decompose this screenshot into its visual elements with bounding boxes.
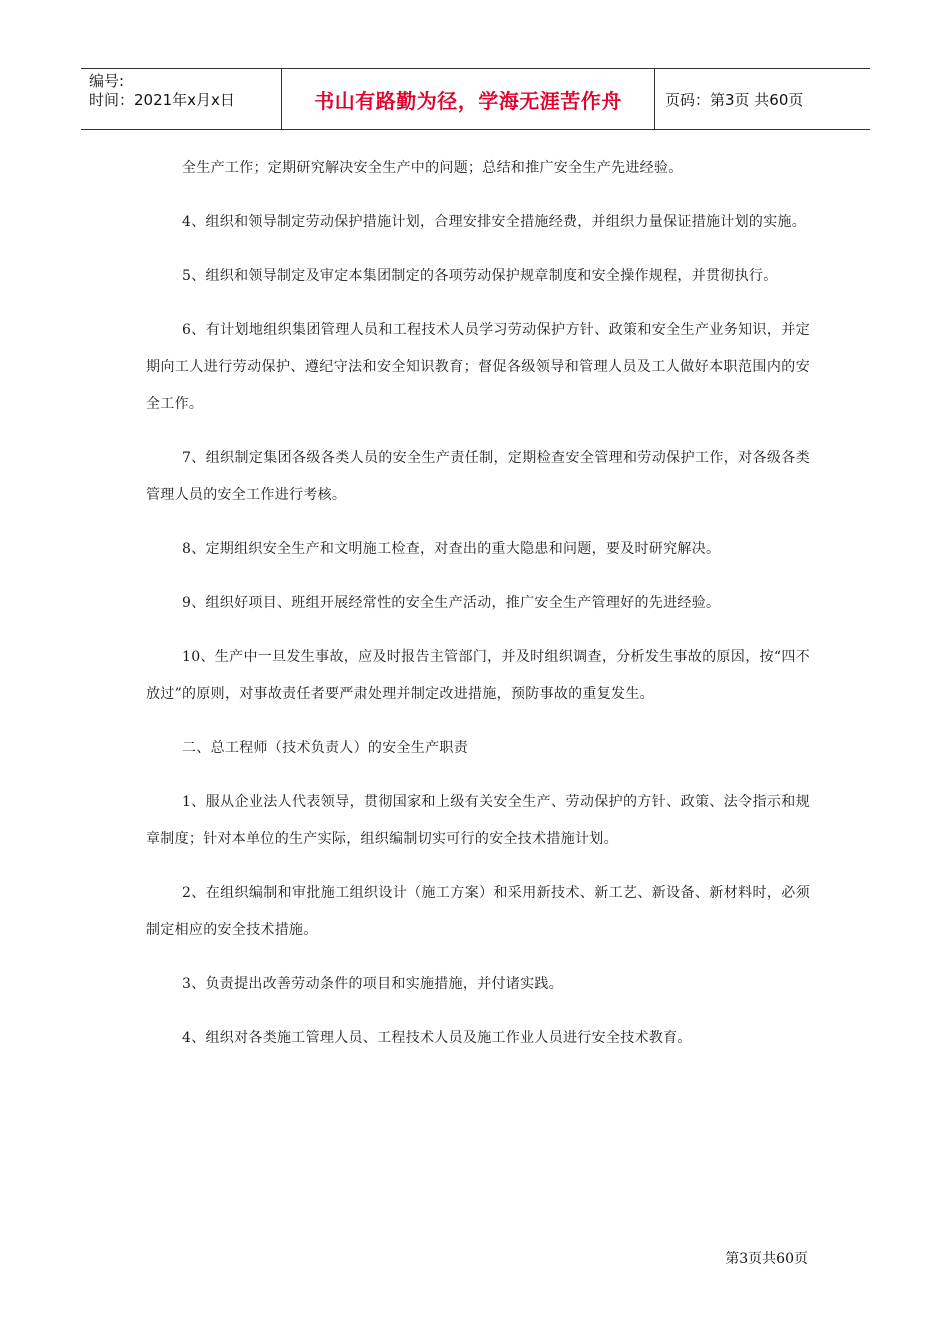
footer-page-number: 第3页共60页	[725, 1251, 808, 1267]
section-heading: 二、总工程师（技术负责人）的安全生产职责	[182, 740, 468, 756]
paragraph: 8、定期组织安全生产和文明施工检查，对查出的重大隐患和问题，要及时研究解决。	[182, 541, 721, 557]
header-meta	[81, 69, 282, 129]
paragraph: 全生产工作；定期研究解决安全生产中的问题；总结和推广安全生产先进经验。	[182, 160, 683, 176]
paragraph: 9、组织好项目、班组开展经常性的安全生产活动，推广安全生产管理好的先进经验。	[182, 595, 721, 611]
serial-label: 编号:	[89, 72, 125, 90]
paragraph: 4、组织和领导制定劳动保护措施计划，合理安排安全措施经费，并组织力量保证措施计划的实施。	[182, 214, 807, 230]
paragraph: 5、组织和领导制定及审定本集团制定的各项劳动保护规章制度和安全操作规程，并贯彻执行。	[182, 268, 778, 284]
paragraph: 10、生产中一旦发生事故，应及时报告主管部门，并及时组织调查，分析发生事故的原因，按“四不放过”的原则，对事故责任者要严肃处理并制定改进措施，预防事故的重复发生。	[146, 649, 810, 702]
paragraph: 7、组织制定集团各级各类人员的安全生产责任制，定期检查安全管理和劳动保护工作，对各级各类管理人员的安全工作进行考核。	[146, 450, 810, 503]
paragraph: 6、有计划地组织集团管理人员和工程技术人员学习劳动保护方针、政策和安全生产业务知识，并定期向工人进行劳动保护、遵纪守法和安全知识教育；督促各级领导和管理人员及工人做好本职范围内的安全工作。	[146, 322, 810, 412]
header-motto: 书山有路勤为径，学海无涯苦作舟	[282, 69, 655, 129]
header-page-number: 页码：第3页 共60页	[665, 90, 804, 109]
document-body	[146, 150, 810, 1074]
paragraph: 1、服从企业法人代表领导，贯彻国家和上级有关安全生产、劳动保护的方针、政策、法令指示和规章制度；针对本单位的生产实际，组织编制切实可行的安全技术措施计划。	[146, 794, 810, 847]
paragraph: 2、在组织编制和审批施工组织设计（施工方案）和采用新技术、新工艺、新设备、新材料时，必须制定相应的安全技术措施。	[146, 885, 810, 938]
time-label: 时间：2021年x月x日	[89, 91, 235, 109]
page-header	[81, 68, 870, 130]
paragraph: 3、负责提出改善劳动条件的项目和实施措施，并付诸实践。	[182, 976, 564, 992]
paragraph: 4、组织对各类施工管理人员、工程技术人员及施工作业人员进行安全技术教育。	[182, 1030, 692, 1046]
